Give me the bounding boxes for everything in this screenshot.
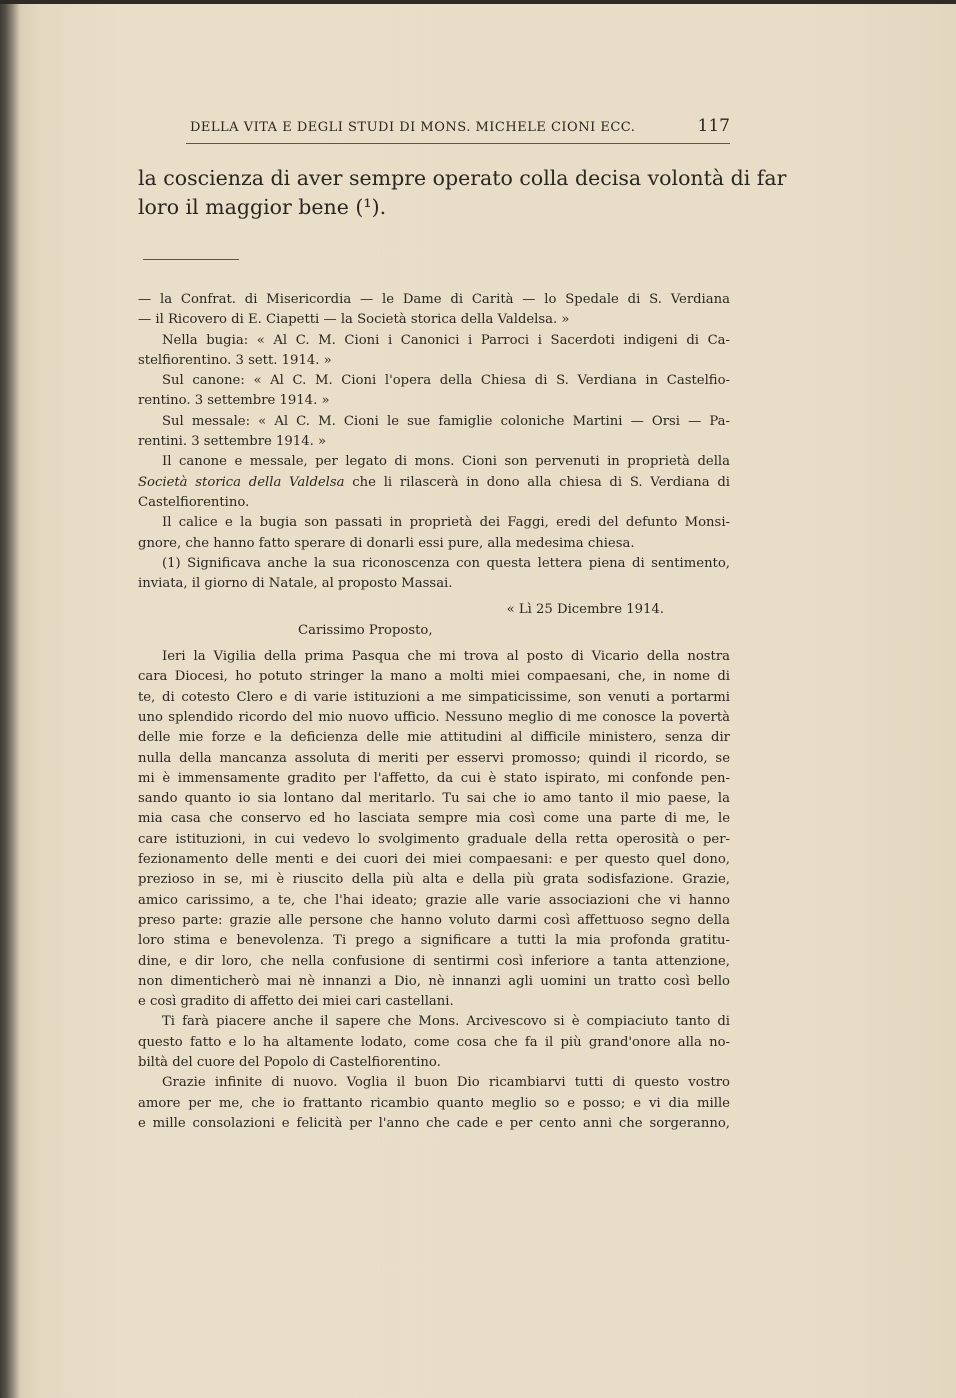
letter-line: cara Diocesi, ho potuto stringer la mano a molti miei compaesani, che, in nome di <box>138 669 730 685</box>
footnote-line: Il calice e la bugia son passati in proprietà dei Faggi, eredi del defunto Monsi- <box>162 515 730 531</box>
letter-line: Ieri la Vigilia della prima Pasqua che mi trova al posto di Vicario della nostra <box>162 649 730 665</box>
footnote-line: inviata, il giorno di Natale, al proposto Massai. <box>138 576 453 592</box>
letter-line: biltà del cuore del Popolo di Castelfiorentino. <box>138 1054 441 1070</box>
letter-line: fezionamento delle menti e dei cuori dei miei compaesani: e per questo quel dono, <box>138 852 730 868</box>
footnote-line <box>138 473 730 493</box>
footnote-line: Sul messale: « Al C. M. Cioni le sue famiglie coloniche Martini — Orsi — Pa- <box>162 413 730 429</box>
letter-salutation: Carissimo Proposto, <box>298 622 433 638</box>
running-title: DELLA VITA E DEGLI STUDI DI MONS. MICHELE CIONI ECC. <box>190 120 636 135</box>
footnote-line: — il Ricovero di E. Ciapetti — la Società storica della Valdelsa. » <box>138 312 570 328</box>
footnote-line: rentini. 3 settembre 1914. » <box>138 434 327 450</box>
footnote-line: — la Confrat. di Misericordia — le Dame di Carità — lo Spedale di S. Verdiana <box>138 292 730 307</box>
letter-line: nulla della mancanza assoluta di meriti per esservi promosso; quindi il ricordo, se <box>138 750 730 766</box>
letter-line: prezioso in se, mi è riuscito della più alta e della più grata sodisfazione. Grazie, <box>138 872 730 888</box>
footnote-line: Nella bugia: « Al C. M. Cioni i Canonici i Parroci i Sacerdoti indigeni di Ca- <box>162 332 730 348</box>
footnote-line: rentino. 3 settembre 1914. » <box>138 393 330 409</box>
letter-line: mia casa che conservo ed ho lasciata sempre mia così come una parte di me, le <box>138 811 730 827</box>
main-text-line: la coscienza di aver sempre operato colla decisa volontà di far <box>138 166 787 190</box>
running-header <box>190 116 730 140</box>
letter-line: delle mie forze e la deficienza delle mie attitudini al difficile ministero, senza dir <box>138 730 730 746</box>
letter-line: e così gradito di affetto dei miei cari castellani. <box>138 994 454 1010</box>
page-top-edge <box>0 0 956 4</box>
letter-line: e mille consolazioni e felicità per l'anno che cade e per cento anni che sorgeranno, <box>138 1115 730 1131</box>
main-text-line: loro il maggior bene (¹). <box>138 195 387 219</box>
letter-line: Ti farà piacere anche il sapere che Mons. Arcivescovo si è compiaciuto tanto di <box>162 1014 730 1030</box>
main-text <box>138 164 787 222</box>
letter-line: care istituzioni, in cui vedevo lo svolgimento graduale della retta operosità o per- <box>138 831 730 847</box>
footnote-line: gnore, che hanno fatto sperare di donarli essi pure, alla medesima chiesa. <box>138 535 635 551</box>
letter-line: questo fatto e lo ha altamente lodato, come cosa che fa il più grand'onore alla no- <box>138 1034 730 1050</box>
header-rule <box>186 143 730 144</box>
letter-line: amore per me, che io frattanto ricambio quanto meglio so e posso; e vi dia mille <box>138 1095 730 1111</box>
footnote-line: Il canone e messale, per legato di mons. Cioni son pervenuti in proprietà della <box>162 454 730 470</box>
footnote-line: stelfiorentino. 3 sett. 1914. » <box>138 352 332 368</box>
letter-line: amico carissimo, a te, che l'hai ideato; grazie alle varie associazioni che vi hanno <box>138 892 730 908</box>
page-number: 117 <box>697 116 730 136</box>
letter-line: te, di cotesto Clero e di varie istituzioni a me simpaticissime, son venuti a portarmi <box>138 689 730 705</box>
book-binding-edge <box>0 0 20 1398</box>
letter-line: uno splendido ricordo del mio nuovo ufficio. Nessuno meglio di me conosce la povertà <box>138 709 730 725</box>
letter-line: non dimenticherò mai nè innanzi a Dio, nè innanzi agli uomini un tratto così bello <box>138 973 730 989</box>
footnote-line-rest: che li rilascerà in dono alla chiesa di S. Verdiana di <box>352 474 730 490</box>
letter-line: Grazie infinite di nuovo. Voglia il buon Dio ricambiarvi tutti di questo vostro <box>162 1075 730 1091</box>
letter-date: « Lì 25 Dicembre 1914. <box>506 602 664 618</box>
letter-line: dine, e dir loro, che nella confusione di sentirmi così inferiore a tanta attenzione, <box>138 953 730 969</box>
footnote-line: (1) Significava anche la sua riconoscenza con questa lettera piena di sentimento, <box>162 555 730 571</box>
footnote-rule <box>143 259 239 260</box>
letter-line: mi è immensamente gradito per l'affetto, da cui è stato ispirato, mi confonde pen- <box>138 770 730 786</box>
italic-society-name: Società storica della Valdelsa <box>138 474 345 490</box>
footnotes <box>138 290 730 1134</box>
letter-line: preso parte: grazie alle persone che hanno voluto darmi così affettuoso segno della <box>138 912 730 928</box>
footnote-line: Castelfiorentino. <box>138 494 250 510</box>
letter-line: loro stima e benevolenza. Ti prego a significare a tutti la mia profonda gratitu- <box>138 933 730 949</box>
letter-line: sando quanto io sia lontano dal meritarlo. Tu sai che io amo tanto il mio paese, la <box>138 791 730 807</box>
footnote-line: Sul canone: « Al C. M. Cioni l'opera della Chiesa di S. Verdiana in Castelfio- <box>162 373 730 389</box>
